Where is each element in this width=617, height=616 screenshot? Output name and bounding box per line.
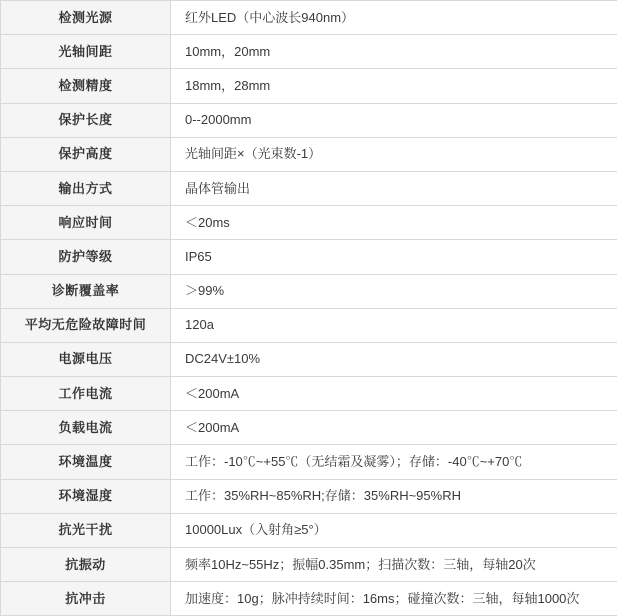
spec-label: 诊断覆盖率 xyxy=(1,274,171,308)
table-row xyxy=(1,548,617,582)
spec-value: 晶体管输出 xyxy=(171,171,617,205)
spec-value: 120a xyxy=(171,308,617,342)
spec-label: 环境温度 xyxy=(1,445,171,479)
spec-value: 频率10Hz~55Hz；振幅0.35mm；扫描次数：三轴，每轴20次 xyxy=(171,548,617,582)
spec-label: 输出方式 xyxy=(1,171,171,205)
spec-label: 抗光干扰 xyxy=(1,513,171,547)
table-row xyxy=(1,69,617,103)
spec-value: ＞99% xyxy=(171,274,617,308)
spec-value: 18mm，28mm xyxy=(171,69,617,103)
spec-label: 检测精度 xyxy=(1,69,171,103)
spec-label: 抗冲击 xyxy=(1,582,171,616)
table-row xyxy=(1,582,617,616)
table-row xyxy=(1,308,617,342)
spec-value: 红外LED（中心波长940nm） xyxy=(171,1,617,35)
table-row xyxy=(1,240,617,274)
spec-value: ＜200mA xyxy=(171,411,617,445)
spec-label: 环境湿度 xyxy=(1,479,171,513)
spec-label: 负载电流 xyxy=(1,411,171,445)
spec-value: 加速度：10g；脉冲持续时间：16ms；碰撞次数：三轴，每轴1000次 xyxy=(171,582,617,616)
spec-label: 电源电压 xyxy=(1,342,171,376)
table-row xyxy=(1,377,617,411)
table-row xyxy=(1,479,617,513)
table-row xyxy=(1,513,617,547)
spec-label: 检测光源 xyxy=(1,1,171,35)
spec-label: 保护高度 xyxy=(1,137,171,171)
table-row xyxy=(1,103,617,137)
table-row xyxy=(1,445,617,479)
spec-value: DC24V±10% xyxy=(171,342,617,376)
table-row xyxy=(1,1,617,35)
table-row xyxy=(1,206,617,240)
spec-value: IP65 xyxy=(171,240,617,274)
spec-label: 抗振动 xyxy=(1,548,171,582)
table-row xyxy=(1,171,617,205)
table-row xyxy=(1,137,617,171)
spec-value: 工作：35%RH~85%RH;存储：35%RH~95%RH xyxy=(171,479,617,513)
spec-label: 响应时间 xyxy=(1,206,171,240)
spec-value: 0--2000mm xyxy=(171,103,617,137)
table-row xyxy=(1,274,617,308)
spec-value: 光轴间距×（光束数-1） xyxy=(171,137,617,171)
spec-value: 10mm，20mm xyxy=(171,35,617,69)
specification-table-body xyxy=(1,1,617,616)
spec-value: ＜20ms xyxy=(171,206,617,240)
spec-label: 平均无危险故障时间 xyxy=(1,308,171,342)
spec-value: 10000Lux（入射角≥5°） xyxy=(171,513,617,547)
spec-value: ＜200mA xyxy=(171,377,617,411)
table-row xyxy=(1,35,617,69)
spec-label: 防护等级 xyxy=(1,240,171,274)
table-row xyxy=(1,342,617,376)
table-row xyxy=(1,411,617,445)
spec-label: 光轴间距 xyxy=(1,35,171,69)
spec-label: 工作电流 xyxy=(1,377,171,411)
spec-label: 保护长度 xyxy=(1,103,171,137)
spec-value: 工作：-10℃~+55℃（无结霜及凝雾）；存储：-40℃~+70℃ xyxy=(171,445,617,479)
